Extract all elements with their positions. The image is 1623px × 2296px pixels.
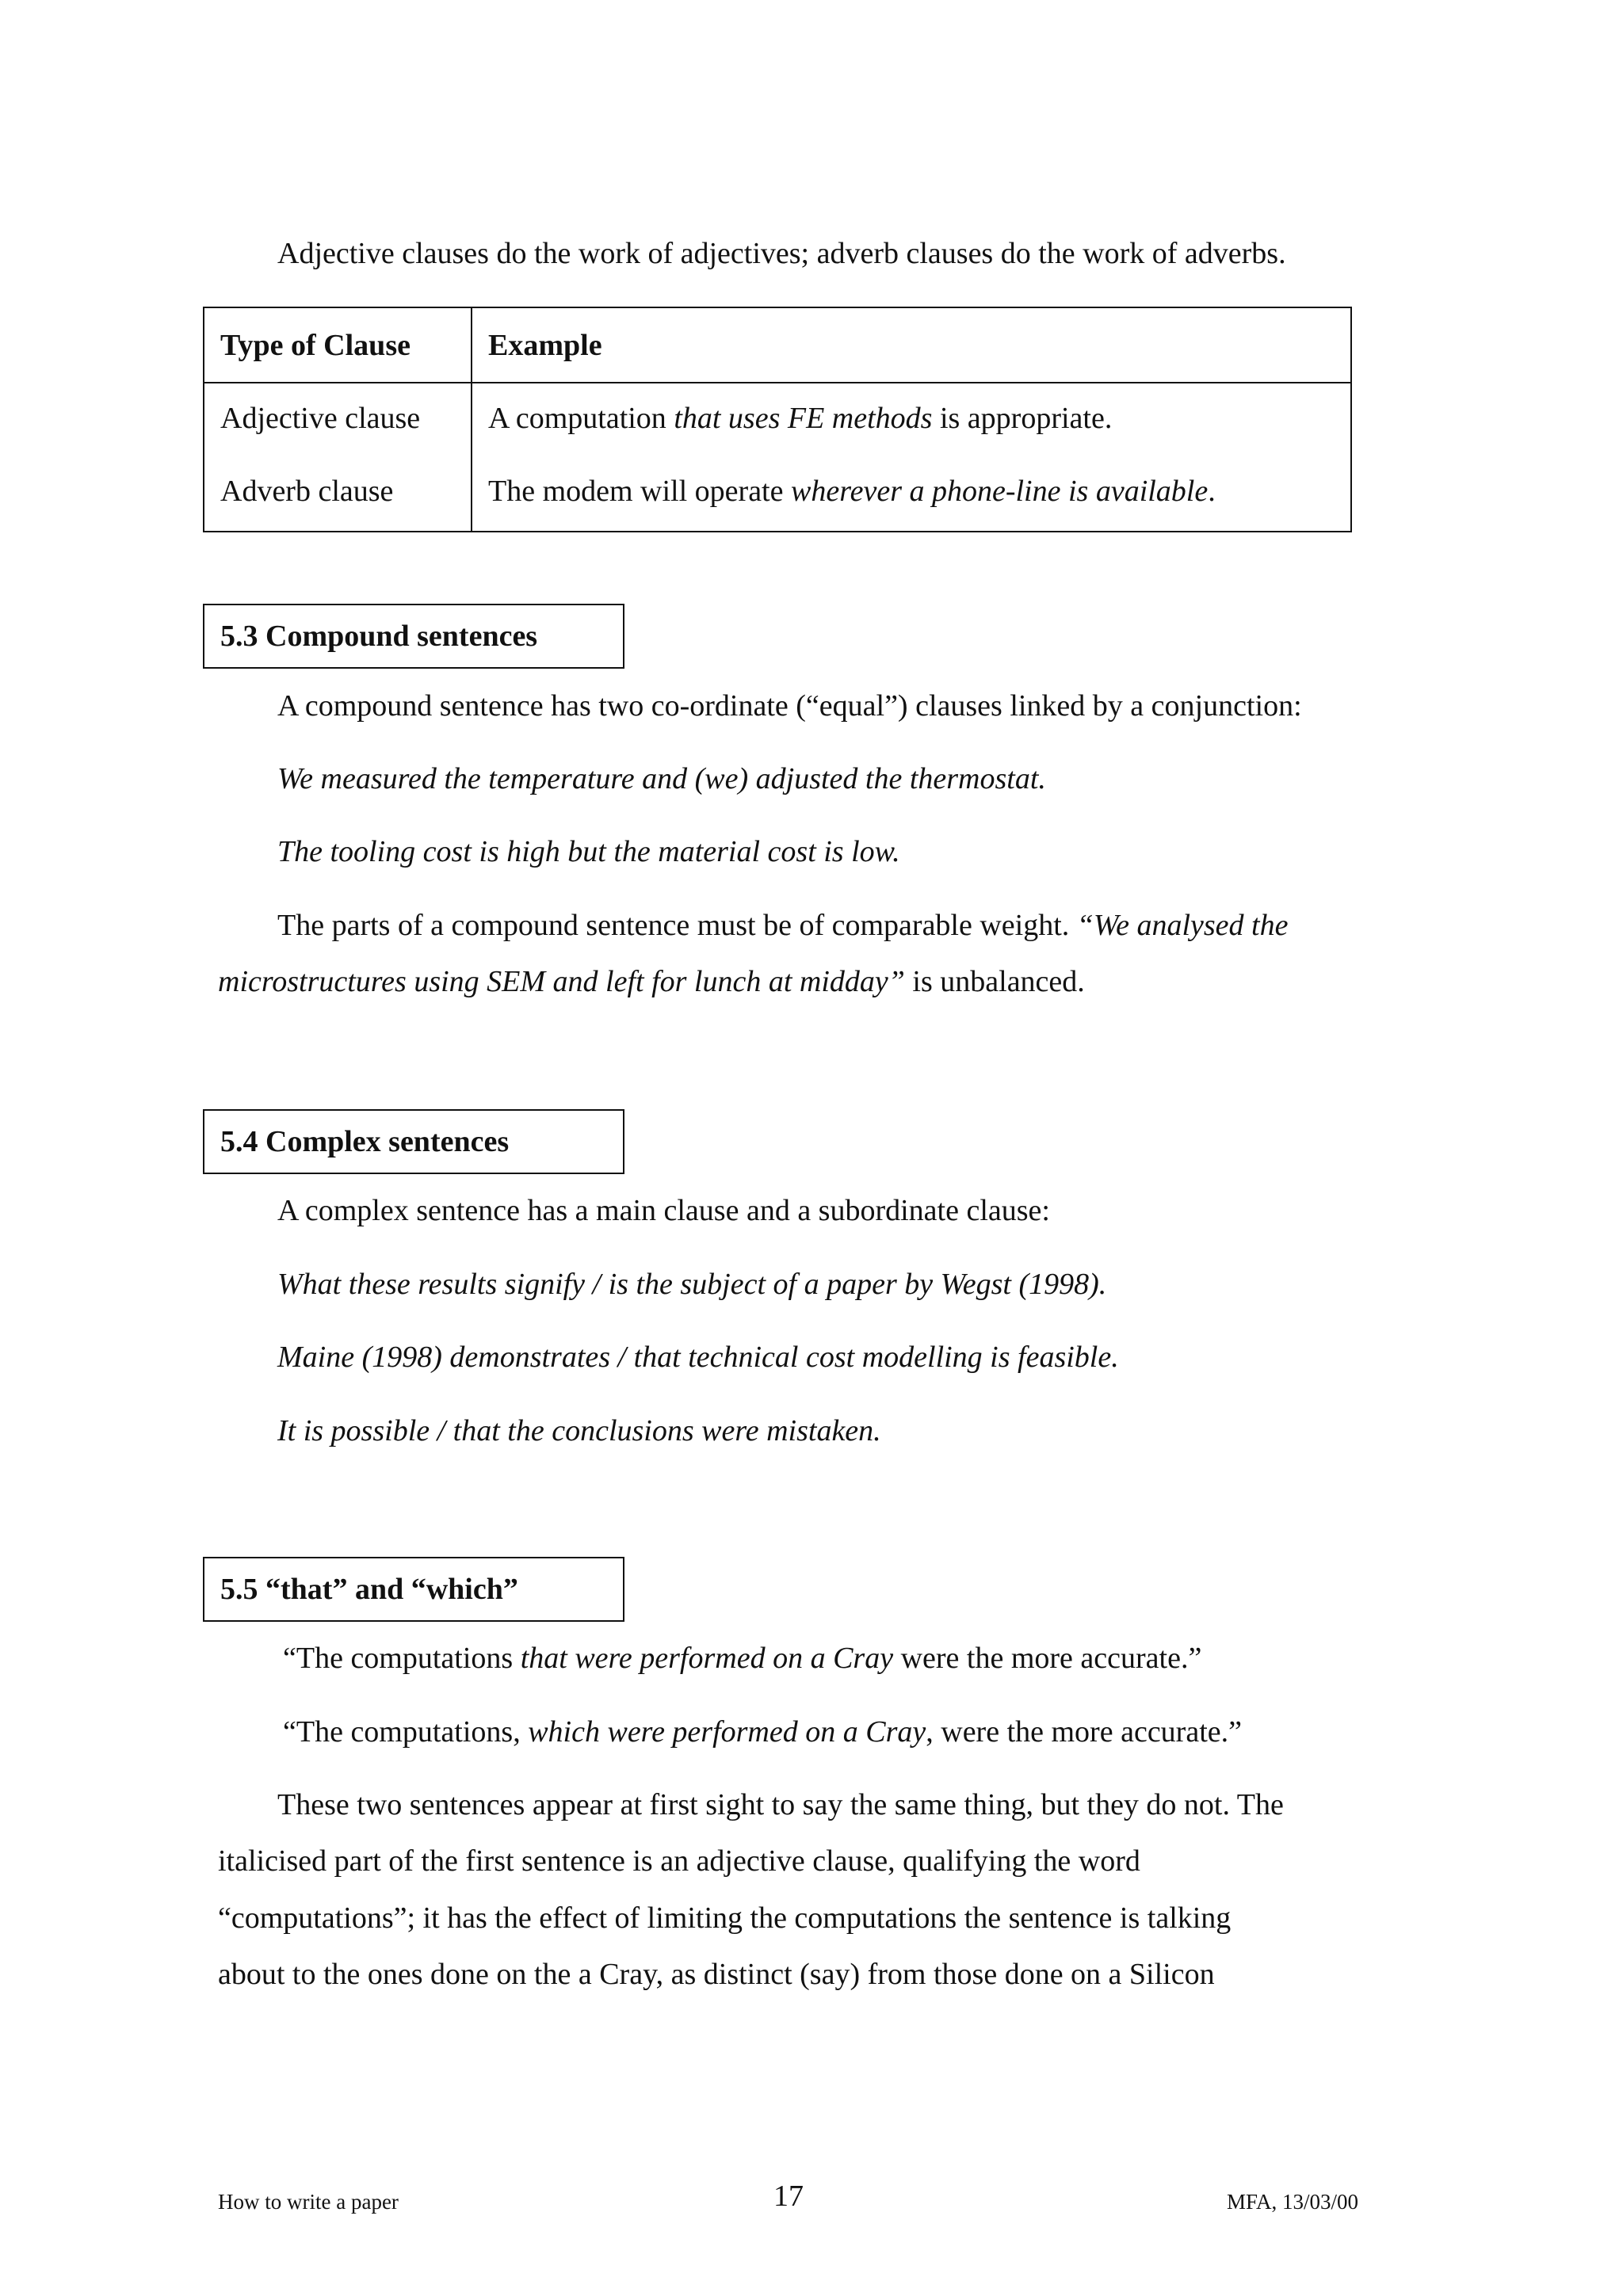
section-heading-5-4: [203, 1109, 624, 1174]
table-column-divider: [471, 308, 472, 531]
section-5-3-paragraph-line-2: microstructures using SEM and left for lunch at midday” is unbalanced.: [218, 965, 1085, 998]
table-row-adverb-example: The modem will operate wherever a phone-line is available.: [488, 475, 1216, 508]
section-heading-5-3-text: 5.3 Compound sentences: [220, 620, 538, 653]
clause-table: [203, 307, 1352, 532]
table-header-example: Example: [488, 329, 602, 362]
section-heading-5-3: [203, 604, 624, 669]
section-heading-5-5-text: 5.5 “that” and “which”: [220, 1573, 518, 1606]
section-5-4-intro: A complex sentence has a main clause and a subordinate clause:: [277, 1194, 1050, 1227]
table-header-divider: [204, 382, 1350, 383]
intro-text: Adjective clauses do the work of adjectives; adverb clauses do the work of adverbs.: [277, 237, 1286, 270]
table-row-adverb-type: Adverb clause: [220, 475, 394, 508]
section-5-5-quote-2: “The computations, which were performed on a Cray, were the more accurate.”: [283, 1715, 1242, 1749]
table-header-type: Type of Clause: [220, 329, 411, 362]
section-5-4-example-3: It is possible / that the conclusions were mistaken.: [277, 1414, 881, 1447]
section-5-3-example-2: The tooling cost is high but the material cost is low.: [277, 835, 900, 868]
footer-page-number: 17: [773, 2180, 804, 2213]
footer-document-title: How to write a paper: [218, 2190, 399, 2214]
table-row-adjective-example: A computation that uses FE methods is appropriate.: [488, 402, 1113, 435]
section-5-3-paragraph-line-1: The parts of a compound sentence must be of comparable weight. “We analysed the: [277, 909, 1289, 942]
section-heading-5-4-text: 5.4 Complex sentences: [220, 1125, 510, 1158]
section-5-3-intro: A compound sentence has two co-ordinate (“equal”) clauses linked by a conjunction:: [277, 689, 1302, 723]
section-5-3-example-1: We measured the temperature and (we) adjusted the thermostat.: [277, 762, 1046, 795]
section-5-5-quote-1: “The computations that were performed on a Cray were the more accurate.”: [283, 1642, 1202, 1675]
footer-author-date: MFA, 13/03/00: [1227, 2190, 1359, 2214]
section-5-5-paragraph-line-3: “computations”; it has the effect of limiting the computations the sentence is talking: [218, 1901, 1232, 1935]
section-5-5-paragraph-line-4: about to the ones done on the a Cray, as distinct (say) from those done on a Silicon: [218, 1958, 1215, 1991]
section-heading-5-5: [203, 1557, 624, 1622]
section-5-5-paragraph-line-2: italicised part of the first sentence is an adjective clause, qualifying the word: [218, 1844, 1140, 1878]
section-5-4-example-2: Maine (1998) demonstrates / that technical cost modelling is feasible.: [277, 1341, 1119, 1374]
table-row-adjective-type: Adjective clause: [220, 402, 421, 435]
section-5-5-paragraph-line-1: These two sentences appear at first sight to say the same thing, but they do not. The: [277, 1788, 1284, 1821]
section-5-4-example-1: What these results signify / is the subject of a paper by Wegst (1998).: [277, 1268, 1107, 1301]
